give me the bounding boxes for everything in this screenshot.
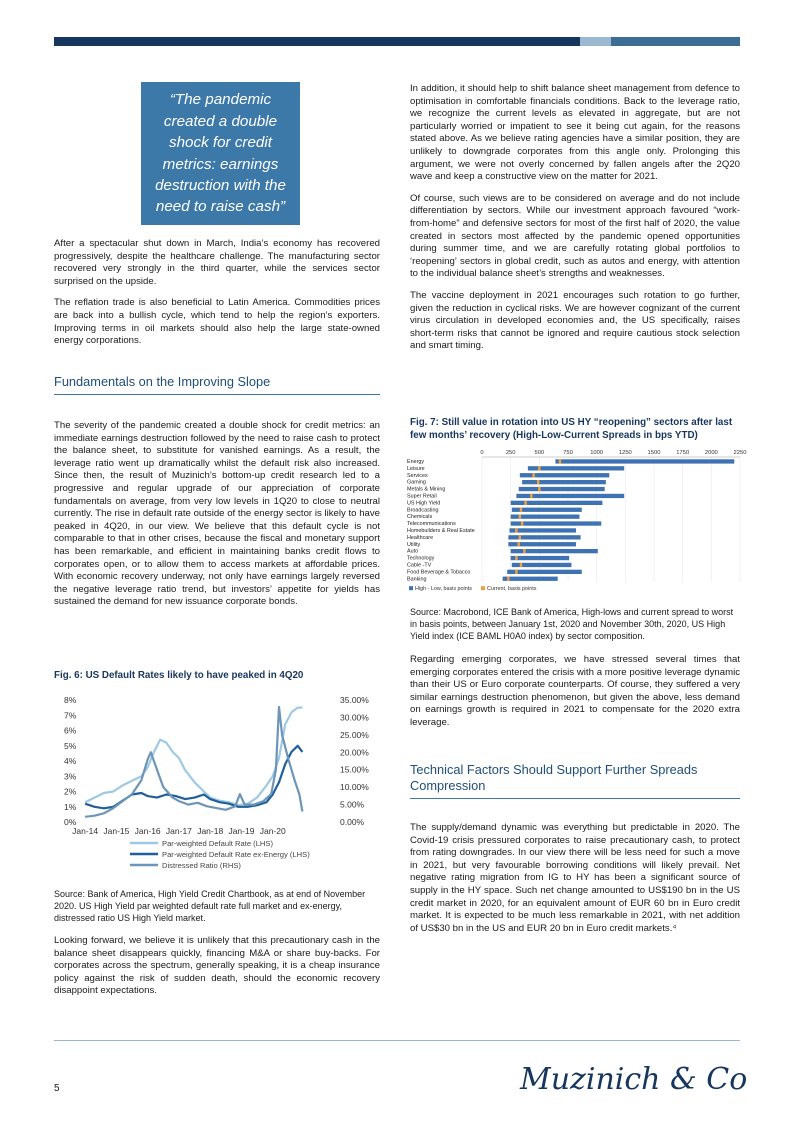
x-tick-label: 2250 (733, 450, 747, 456)
y-left-tick-label: 1% (64, 801, 77, 812)
current-marker (538, 466, 540, 470)
range-bar (528, 466, 624, 470)
heading-text: Technical Factors Should Support Further Spreads Compression (410, 762, 698, 793)
right-column-bottom (410, 822, 740, 944)
range-bar (519, 487, 605, 491)
y-right-tick-label: 5.00% (340, 799, 365, 810)
current-marker (507, 577, 509, 581)
x-tick-label: Jan-15 (103, 826, 130, 836)
category-label: Healthcare (407, 534, 434, 541)
fig6-source: Source: Bank of America, High Yield Credit Chartbook, as at end of November 2020. US High Yield par weighted default rate full market and ex-energy, distressed ratio US High Yield market. (54, 889, 366, 923)
paragraph-supply-demand: The supply/demand dynamic was everything but predictable in 2020. The Covid-19 crisis pressured corporates to raise precautionary cash, to protect from rating downgrades. In our view there will be less need for such a move in 2021, but very favourable borrowing conditions will likely prevail. Net negative rating migration from IG to HY has been a significant source of supply in the HY space. Such net change amounted to US$190 bn in the US credit market in 2020, for an equivalent amount of EUR 60 bn in Euro credit market. It is expected to be much less remarkable in 2021, with net addition of US$30 bn in the US and EUR 20 bn in Euro credit markets.⁴ (410, 822, 740, 934)
current-marker (523, 549, 525, 553)
x-tick-label: 1500 (647, 450, 661, 456)
header-bar-blue (611, 37, 740, 46)
fig6-title: Fig. 6: US Default Rates likely to have peaked in 4Q20 (54, 670, 304, 681)
right-column-middle (410, 654, 740, 739)
category-label: Auto (407, 548, 419, 555)
page-number: 5 (54, 1083, 60, 1094)
x-tick-label: 750 (563, 450, 573, 456)
legend-label: High - Low, basis points (415, 586, 472, 593)
category-label: Broadcasting (407, 507, 439, 514)
range-bar (503, 577, 558, 581)
x-tick-label: Jan-18 (197, 826, 224, 836)
heading-text: Fundamentals on the Improving Slope (54, 374, 271, 389)
legend-label: Par-weighted Default Rate (LHS) (162, 839, 274, 848)
paragraph-looking-forward: Looking forward, we believe it is unlikely that this precautionary cash in the balance sheet disappears quickly, financing M&A or share buy-backs. For corporates across the spectrum, generally speaking, it is a cheap insurance policy against the risk of sudden death, should the economic recovery disappoint expectations. (54, 935, 380, 997)
y-right-tick-label: 35.00% (340, 695, 369, 705)
left-column-middle (54, 420, 380, 618)
current-marker (515, 556, 517, 560)
category-label: Technology (407, 555, 435, 562)
paragraph-latam: The reflation trade is also beneficial to Latin America. Commodities prices are back into a bullish cycle, which tend to help the region’s exporters. Improving terms in oil markets should also help the large state-owned energy corporations. (54, 297, 380, 347)
category-label: Banking (407, 576, 427, 583)
y-left-tick-label: 8% (64, 695, 77, 705)
category-label: Metals & Mining (407, 486, 446, 493)
current-marker (515, 528, 517, 532)
fig7-title: Fig. 7: Still value in rotation into US HY “reopening” sectors after last few months’ recovery (High-Low-Current Spreads in bps YTD) (410, 417, 733, 441)
category-label: Energy (407, 459, 425, 465)
paragraph-sectors: Of course, such views are to be considered on average and do not include differentiation by sectors. While our investment approach favoured “work-from-home” and defensive sectors for most of the first half of 2020, the value created in sectors most affected by the pandemic opened opportunities during summer time, and we are carefully rotating global portfolios to ‘reopening’ sectors in global credit, such as autos and energy, with attention to the individual balance sheet’s strengths and weaknesses. (410, 192, 740, 280)
fig7-bar-chart (405, 446, 745, 606)
y-left-tick-label: 3% (64, 771, 77, 782)
x-tick-label: 2000 (704, 450, 718, 456)
right-column-top (410, 83, 740, 362)
range-bar (511, 521, 602, 525)
legend-label: Current, basis points (487, 586, 537, 593)
x-tick-label: Jan-14 (72, 826, 99, 836)
y-right-tick-label: 15.00% (340, 764, 369, 775)
paragraph-balance-sheet: In addition, it should help to shift balance sheet management from defence to optimisation in comfortable financials conditions. Back to the leverage ratio, we recognize the current levels as elevated in aggregate, but are not particularly worried or impatient to see it being cut again, for the reasons stated above. As we believe rating agencies have a similar position, they are unlikely to downgrade corporates from this angle only. Prolonging this argument, we were not overly concerned by fallen angels after the 2Q20 wave and keep a constructive view on the matter for 2021. (410, 83, 740, 183)
x-tick-label: 250 (505, 450, 516, 456)
range-bar (522, 480, 606, 484)
pull-quote: “The pandemic created a double shock for credit metrics: earnings destruction with the need to raise cash” (141, 82, 300, 225)
current-marker (521, 521, 523, 525)
category-label: Cable -TV (407, 562, 432, 569)
fig6-line-chart (54, 688, 384, 878)
category-label: Leisure (407, 465, 425, 472)
current-marker (559, 459, 561, 463)
company-logo: Muzinich & Co (520, 1062, 748, 1097)
legend-label: Distressed Ratio (RHS) (162, 861, 241, 870)
paragraph-fundamentals: The severity of the pandemic created a double shock for credit metrics: an immediate earnings destruction followed by the need to raise cash to protect the balance sheet, to substitute for vanished earnings. As a result, the leverage ratio went up dramatically whilst the default risk also increased. Since then, the result of Muzinich’s bottom-up credit research led to a progressive and regular upgrade of our appreciation of corporate fundamentals on average, from very low levels in 1Q20 to close to neutral currently. The rise in default rate outside of the energy sector is likely to have peaked in 4Q20, in our view. We believe that this default cycle is not comparable to that in other crises, because the fiscal and monetary support has been remarkable, and efficient in maintaining banks credit flows to corporates open, or to allow them to access markets at affordable prices. With economic recovery underway, not only have earnings largely reversed the negative leverage ratio trend, but investors’ appetite for yields has sustained the demand for new issuance corporate bonds. (54, 420, 380, 608)
fig7-source: Source: Macrobond, ICE Bank of America, High-lows and current spread to worst in basis points, between January 1st, 2020 and November 30th, 2020, US High Yield index (ICE BAML H0A0 index) by sector composition. (410, 607, 734, 641)
y-right-tick-label: 10.00% (340, 782, 369, 793)
section-heading-fundamentals (54, 374, 380, 390)
y-right-tick-label: 0.00% (340, 817, 365, 827)
legend-label: Par-weighted Default Rate ex-Energy (LHS) (162, 850, 310, 859)
left-column-bottom (54, 935, 380, 1007)
y-left-tick-label: 7% (64, 710, 77, 721)
left-column-top (54, 238, 380, 357)
paragraph-emerging: Regarding emerging corporates, we have stressed several times that emerging corporates entered the crisis with a more positive leverage dynamic than their US or Euro corporate counterparts. Of course, they suffered a very similar earnings destruction phenomenon, but given the above, less demand on earnings growth is required in 2021 to compensate for the 2020 extra leverage. (410, 654, 740, 728)
y-right-tick-label: 25.00% (340, 729, 369, 740)
heading-rule (54, 394, 380, 395)
range-bar (507, 570, 582, 574)
category-label: Services (407, 472, 428, 479)
range-bar (516, 494, 624, 498)
range-bar (512, 508, 582, 512)
category-label: Chemicals (407, 514, 433, 521)
y-left-tick-label: 4% (64, 756, 77, 766)
current-marker (519, 515, 521, 519)
category-label: Utility (407, 541, 421, 548)
series-line (85, 746, 302, 809)
x-tick-label: 1250 (618, 450, 632, 456)
current-marker (524, 501, 526, 505)
y-left-tick-label: 0% (64, 817, 77, 827)
current-marker (517, 542, 519, 546)
current-marker (530, 494, 532, 498)
range-bar (510, 528, 577, 532)
series-line (85, 707, 302, 817)
paragraph-india: After a spectacular shut down in March, India’s economy has recovered progressively, despite the healthcare challenge. The manufacturing sector recovered very strongly in the third quarter, while the services sector surprised on the upside. (54, 238, 380, 287)
category-label: US High Yield (407, 500, 441, 507)
category-label: Food Beverage & Tobacco (407, 569, 471, 576)
current-marker (538, 487, 540, 491)
paragraph-vaccine: The vaccine deployment in 2021 encourages such rotation to go further, given the reduction in cyclical risks. We are however cognizant of the current virus circulation in developed economies and, the US specifically, raises short-term risks that cannot be ignored and require cautious stock selection and smart timing. (410, 289, 740, 352)
x-tick-label: Jan-19 (228, 826, 255, 836)
current-marker (519, 535, 521, 539)
category-label: Telecommunications (407, 521, 456, 528)
heading-rule (410, 798, 740, 799)
x-tick-label: Jan-20 (259, 826, 286, 836)
x-tick-label: 1750 (676, 450, 690, 456)
y-right-tick-label: 30.00% (340, 712, 369, 723)
range-bar (555, 459, 734, 463)
current-marker (520, 563, 522, 567)
current-marker (537, 480, 539, 484)
y-left-tick-label: 2% (64, 786, 77, 797)
current-marker (520, 508, 522, 512)
x-tick-label: Jan-16 (134, 826, 161, 836)
series-line (85, 708, 302, 806)
category-label: Gaming (407, 479, 426, 486)
range-bar (511, 556, 569, 560)
y-left-tick-label: 5% (64, 740, 77, 751)
current-marker (532, 473, 534, 477)
x-tick-label: 1000 (590, 450, 604, 456)
header-bar-light (580, 37, 611, 46)
category-label: Homebuilders & Real Estate (407, 528, 475, 534)
category-label: Super Retail (407, 493, 437, 500)
y-left-tick-label: 6% (64, 725, 77, 736)
legend-swatch (481, 586, 485, 590)
header-bar-navy (54, 37, 580, 46)
footer-rule (54, 1040, 740, 1041)
section-heading-technical (410, 762, 740, 794)
y-right-tick-label: 20.00% (340, 747, 369, 758)
legend-swatch (409, 586, 413, 590)
current-marker (515, 570, 517, 574)
x-tick-label: 0 (480, 450, 484, 456)
x-tick-label: Jan-17 (165, 826, 192, 836)
x-tick-label: 500 (534, 450, 545, 456)
